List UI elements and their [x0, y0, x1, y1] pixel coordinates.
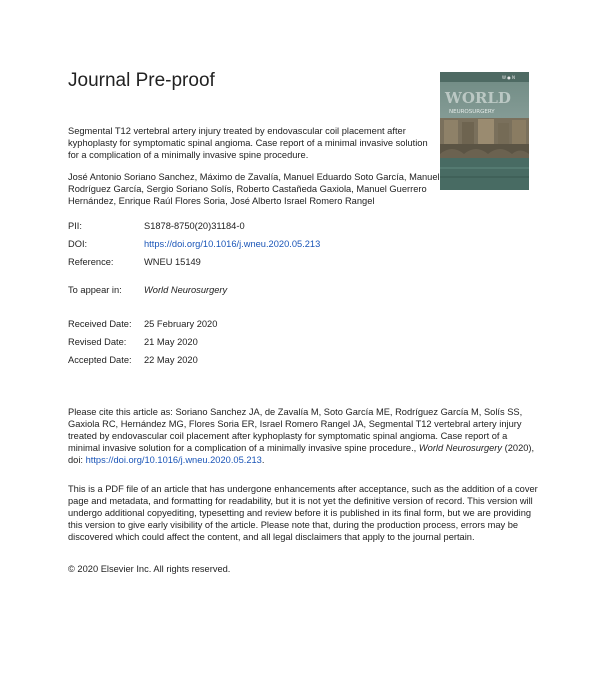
page-title: Journal Pre-proof [68, 70, 215, 91]
copyright-notice: © 2020 Elsevier Inc. All rights reserved. [68, 564, 231, 574]
received-date: 25 February 2020 [144, 319, 218, 329]
citation-end: . [261, 455, 265, 465]
pii-label: PII: [68, 221, 82, 231]
citation-journal: World Neurosurgery [418, 443, 503, 453]
journal-cover-image [440, 72, 529, 190]
reference-label: Reference: [68, 257, 114, 267]
revised-date: 21 May 2020 [144, 337, 198, 347]
cover-corner-text: W ● N [502, 75, 515, 80]
cover-subtitle: NEUROSURGERY [449, 109, 495, 115]
appear-in-label: To appear in: [68, 285, 122, 295]
article-title: Segmental T12 vertebral artery injury treated by endovascular coil placement after kyphoplasty for symptomatic spinal angioma. Case report of a minimal invasive solution for a complication of a minimally invasive spine procedure. [68, 126, 428, 160]
accepted-label: Accepted Date: [68, 355, 132, 365]
reference-value: WNEU 15149 [144, 257, 201, 267]
revised-label: Revised Date: [68, 337, 127, 347]
citation-text: Please cite this article as: Soriano Sanchez JA, de Zavalía M, Soto García ME, Rodríguez García M, Solís SS, Gaxiola RC, Hernández MG, Flores Soria ER, Israel Romero Rangel JA, Segmental T12 vertebral artery injury treated by endovascular coil placement after kyphoplasty for symptomatic spinal angioma. Case report of a minimal invasive solution for a complication of a minimally invasive spine procedure., [68, 407, 523, 453]
pdf-notice-paragraph: This is a PDF file of an article that has undergone enhancements after acceptance, such as the addition of a cover page and metadata, and formatting for readability, but it is not yet the definitive version of record. This version will undergo additional copyediting, typesetting and review before it is published in its final form, but we are providing this version to give early visibility of the article. Please note that, during the production process, errors may be discovered which could affect the content, and all legal disclaimers that apply to the journal pertain. [68, 484, 538, 542]
doi-label: DOI: [68, 239, 88, 249]
accepted-date: 22 May 2020 [144, 355, 198, 365]
received-label: Received Date: [68, 319, 132, 329]
citation-doi-link[interactable]: https://doi.org/10.1016/j.wneu.2020.05.213 [85, 455, 262, 465]
author-list: José Antonio Soriano Sanchez, Máximo de Zavalía, Manuel Eduardo Soto García, Manuel Rodríguez García, Sergio Soriano Solís, Roberto Castañeda Gaxiola, Manuel Guerrero Hernández, Enrique Raúl Flores Soria, José Alberto Israel Romero Rangel [68, 172, 440, 206]
cover-title: WORLD [445, 89, 511, 107]
doi-link[interactable]: https://doi.org/10.1016/j.wneu.2020.05.213 [144, 239, 321, 249]
citation-paragraph [68, 406, 538, 466]
journal-name: World Neurosurgery [144, 285, 228, 295]
pii-value: S1878-8750(20)31184-0 [144, 221, 245, 231]
citation-year-doi: (2020), doi: [68, 443, 535, 465]
